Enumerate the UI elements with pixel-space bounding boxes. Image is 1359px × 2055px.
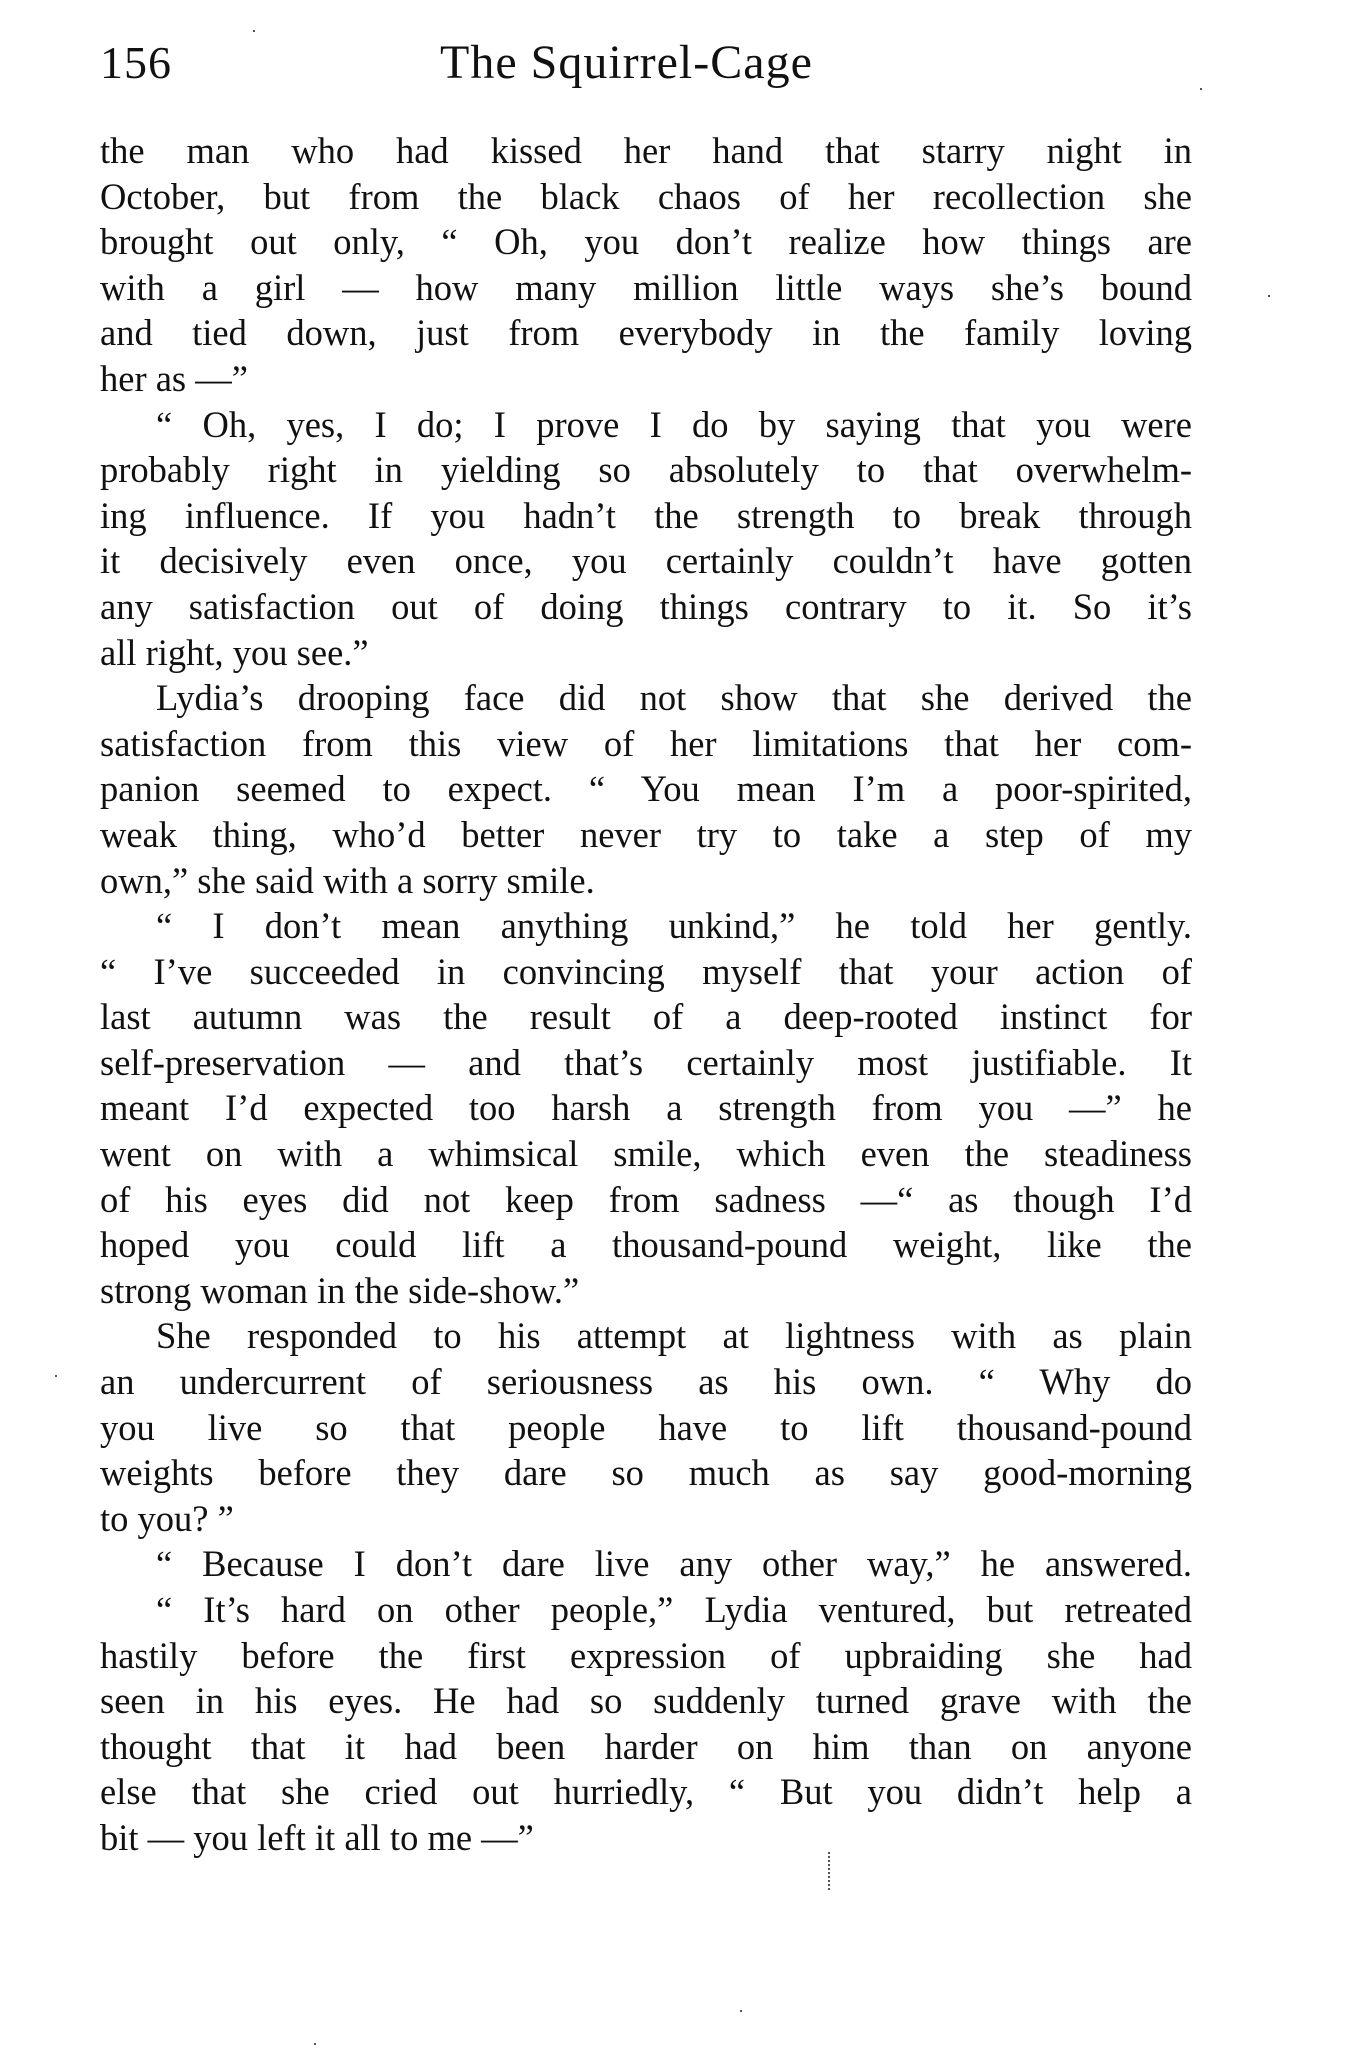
text-line: She responded to his attempt at lightness with as plain — [156, 1315, 1192, 1357]
scan-speck — [253, 30, 255, 32]
text-line: and tied down, just from everybody in the family loving — [100, 312, 1192, 354]
text-line: an undercurrent of seriousness as his own. “ Why do — [100, 1361, 1192, 1403]
page-number: 156 — [100, 37, 172, 88]
body-text — [100, 128, 1192, 1861]
text-line: Lydia’s drooping face did not show that she derived the — [156, 677, 1192, 719]
text-line: own,” she said with a sorry smile. — [100, 859, 595, 901]
text-line: satisfaction from this view of her limitations that her com- — [100, 722, 1192, 764]
text-line: ing influence. If you hadn’t the strength to break through — [100, 494, 1192, 536]
text-line: seen in his eyes. He had so suddenly turned grave with the — [100, 1680, 1192, 1722]
text-line: weights before they dare so much as say good-morning — [100, 1452, 1192, 1494]
scan-mark — [828, 1852, 833, 1890]
scan-speck — [314, 2043, 316, 2045]
text-line: with a girl — how many million little ways she’s bound — [100, 266, 1192, 308]
scan-speck — [1200, 88, 1202, 90]
text-line: it decisively even once, you certainly couldn’t have gotten — [100, 540, 1192, 582]
text-line: bit — you left it all to me —” — [100, 1816, 534, 1858]
text-line: “ Oh, yes, I do; I prove I do by saying that you were — [156, 403, 1192, 445]
text-line: last autumn was the result of a deep-rooted instinct for — [100, 996, 1192, 1038]
text-line: hoped you could lift a thousand-pound weight, like the — [100, 1224, 1192, 1266]
text-line: meant I’d expected too harsh a strength from you —” he — [100, 1087, 1192, 1129]
text-line: probably right in yielding so absolutely to that overwhelm- — [100, 449, 1192, 491]
text-line: hastily before the first expression of upbraiding she had — [100, 1634, 1192, 1676]
text-line: strong woman in the side-show.” — [100, 1269, 580, 1311]
text-line: her as —” — [100, 357, 248, 399]
text-line: the man who had kissed her hand that starry night in — [100, 130, 1192, 171]
text-line: “ I’ve succeeded in convincing myself that your action of — [100, 950, 1192, 992]
scan-speck — [740, 2010, 742, 2012]
text-line: you live so that people have to lift thousand-pound — [100, 1406, 1192, 1448]
page-header — [100, 28, 1192, 98]
scan-speck — [55, 1375, 57, 1377]
scan-speck — [1268, 295, 1270, 297]
text-line: “ I don’t mean anything unkind,” he told her gently. — [156, 905, 1192, 947]
text-line: any satisfaction out of doing things contrary to it. So it’s — [100, 585, 1192, 627]
text-line: self-preservation — and that’s certainly most justifiable. It — [100, 1041, 1192, 1083]
text-line: panion seemed to expect. “ You mean I’m a poor-spirited, — [100, 768, 1192, 810]
text-line: went on with a whimsical smile, which even the steadiness — [100, 1133, 1192, 1175]
running-title: The Squirrel-Cage — [440, 36, 813, 89]
text-line: of his eyes did not keep from sadness —“ as though I’d — [100, 1178, 1192, 1220]
text-line: October, but from the black chaos of her recollection she — [100, 175, 1192, 217]
text-line: “ Because I don’t dare live any other way,” he answered. — [156, 1543, 1192, 1585]
text-line: brought out only, “ Oh, you don’t realize how things are — [100, 221, 1192, 263]
text-line: all right, you see.” — [100, 631, 369, 673]
text-line: to you? ” — [100, 1497, 234, 1539]
text-line: weak thing, who’d better never try to take a step of my — [100, 813, 1192, 855]
text-line: “ It’s hard on other people,” Lydia ventured, but retreated — [156, 1589, 1192, 1630]
text-line: thought that it had been harder on him than on anyone — [100, 1725, 1192, 1767]
text-line: else that she cried out hurriedly, “ But you didn’t help a — [100, 1771, 1192, 1813]
